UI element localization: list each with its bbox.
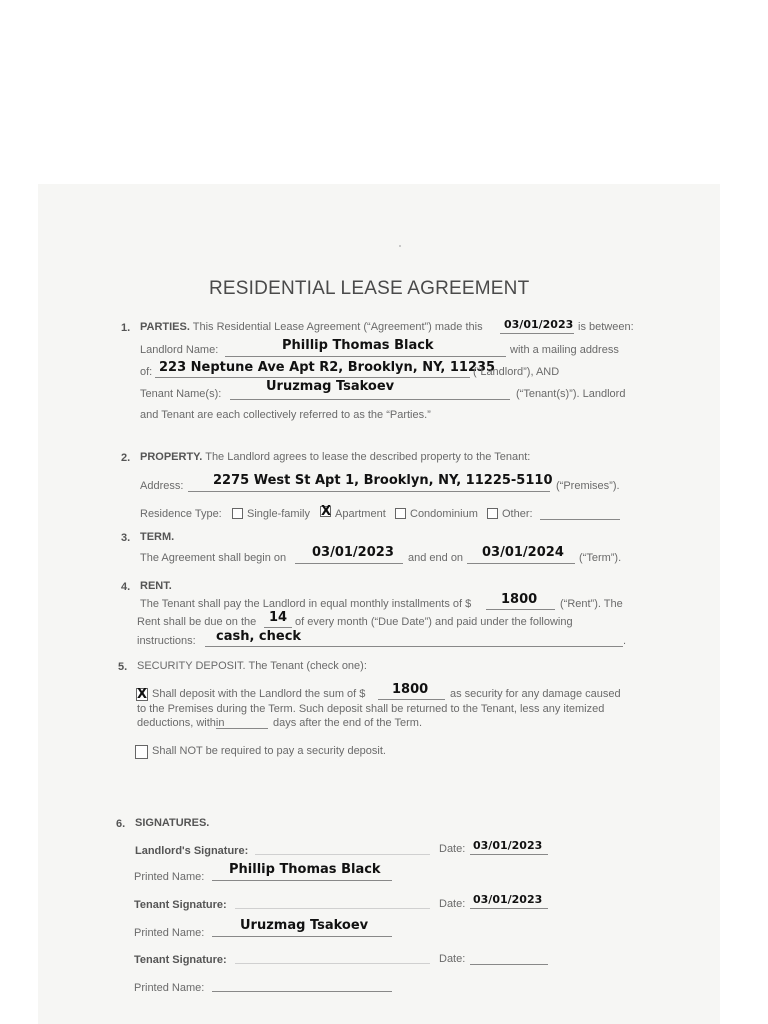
term-begin-text: The Agreement shall begin on <box>140 552 287 564</box>
rent-amount-field[interactable]: 1800 <box>501 592 538 607</box>
deposit-text-3a: deductions, within <box>137 717 225 729</box>
end-date-field[interactable]: 03/01/2024 <box>482 545 564 560</box>
landlord-address-field[interactable]: 223 Neptune Ave Apt R2, Brooklyn, NY, 11235 <box>159 360 496 375</box>
deposit-line-1 <box>137 660 367 672</box>
deposit-amount-line <box>378 699 445 700</box>
tenant-date-label: Date: <box>439 898 466 910</box>
landlord-address-line <box>155 377 470 378</box>
premises-text: (“Premises”). <box>556 480 620 492</box>
tenant-name-label: Tenant Name(s): <box>140 388 222 400</box>
deposit-heading-suffix: The Tenant (check one): <box>248 660 367 672</box>
apartment-check-mark: X <box>321 504 332 519</box>
property-address-line <box>188 491 550 492</box>
other-checkbox[interactable] <box>487 508 498 519</box>
tenant2-printed-label: Printed Name: <box>134 982 205 994</box>
deposit-heading: SECURITY DEPOSIT. <box>137 660 246 672</box>
tenant-date-line <box>470 908 548 909</box>
tenant-signature-label: Tenant Signature: <box>134 899 227 911</box>
landlord-date-line <box>470 854 548 855</box>
document-title: RESIDENTIAL LEASE AGREEMENT <box>209 278 530 299</box>
single-family-label: Single-family <box>247 508 310 520</box>
tenant2-date-label: Date: <box>439 953 466 965</box>
tenant-suffix-text: (“Tenant(s)”). Landlord <box>516 388 626 400</box>
landlord-signature-label: Landlord's Signature: <box>135 845 249 857</box>
address-label: Address: <box>140 480 184 492</box>
tenant2-signature-line[interactable] <box>235 963 430 964</box>
tenant2-signature-label: Tenant Signature: <box>134 954 227 966</box>
agreement-date-field[interactable]: 03/01/2023 <box>504 318 574 331</box>
term-heading: TERM. <box>140 531 175 543</box>
landlord-printed-label: Printed Name: <box>134 871 205 883</box>
agreement-date-line <box>500 333 574 334</box>
single-family-checkbox[interactable] <box>232 508 243 519</box>
property-address-field[interactable]: 2275 West St Apt 1, Brooklyn, NY, 11225-5110 <box>213 473 553 488</box>
deposit-amount-field[interactable]: 1800 <box>392 682 429 697</box>
deposit-text-3b: days after the end of the Term. <box>273 717 422 729</box>
rent-text-2-suffix: of every month (“Due Date”) and paid under the following <box>295 616 573 628</box>
condominium-label: Condominium <box>410 508 478 520</box>
landlord-name-line <box>225 356 506 357</box>
start-date-line <box>295 563 403 564</box>
mailing-address-text: with a mailing address <box>510 344 619 356</box>
of-label: of: <box>140 366 153 378</box>
rent-text-1-suffix: (“Rent”). The <box>560 598 623 610</box>
deposit-text-1: Shall deposit with the Landlord the sum of $ <box>152 688 366 700</box>
section-5-number: 5. <box>118 661 128 673</box>
tenant-name-field[interactable]: Uruzmag Tsakoev <box>266 379 395 394</box>
section-1-number: 1. <box>121 322 131 334</box>
parties-heading: PARTIES. <box>140 321 190 333</box>
landlord-date-field[interactable]: 03/01/2023 <box>473 839 543 852</box>
landlord-printed-field[interactable]: Phillip Thomas Black <box>229 862 381 877</box>
term-suffix-text: (“Term”). <box>579 552 622 564</box>
deposit-text-2: to the Premises during the Term. Such deposit shall be returned to the Tenant, less any itemized <box>137 703 605 715</box>
tenant-signature-line[interactable] <box>235 908 430 909</box>
instructions-line <box>205 646 623 647</box>
other-label: Other: <box>502 508 533 520</box>
other-line[interactable] <box>540 519 620 520</box>
section-6-number: 6. <box>116 818 126 830</box>
deposit-days-line[interactable] <box>216 728 268 729</box>
landlord-and-text: (“Landlord”), AND <box>473 366 560 378</box>
tenant2-printed-line[interactable] <box>212 991 392 992</box>
instructions-period: . <box>623 635 627 647</box>
deposit-text-1-suffix: as security for any damage caused <box>450 688 621 700</box>
section-4-number: 4. <box>121 581 131 593</box>
instructions-label: instructions: <box>137 635 196 647</box>
end-date-line <box>467 563 575 564</box>
start-date-field[interactable]: 03/01/2023 <box>312 545 394 560</box>
instructions-field[interactable]: cash, check <box>216 629 302 644</box>
landlord-date-label: Date: <box>439 843 466 855</box>
scan-speck <box>399 245 401 247</box>
landlord-printed-line <box>212 880 392 881</box>
apartment-label: Apartment <box>335 508 386 520</box>
parties-text-2: is between: <box>578 321 634 333</box>
term-end-text: and end on <box>408 552 464 564</box>
landlord-signature-line[interactable] <box>255 854 430 855</box>
tenant-date-field[interactable]: 03/01/2023 <box>473 893 543 906</box>
property-line-1 <box>140 451 530 463</box>
deposit-not-required-checkbox[interactable] <box>135 745 148 759</box>
condominium-checkbox[interactable] <box>395 508 406 519</box>
section-2-number: 2. <box>121 452 131 464</box>
tenant-name-line <box>230 399 510 400</box>
deposit-check-mark: X <box>137 687 148 702</box>
tenant-printed-field[interactable]: Uruzmag Tsakoev <box>240 918 369 933</box>
landlord-name-label: Landlord Name: <box>140 344 219 356</box>
tenant-printed-label: Printed Name: <box>134 927 205 939</box>
landlord-name-field[interactable]: Phillip Thomas Black <box>282 338 434 353</box>
tenant-printed-line <box>212 936 392 937</box>
residence-type-label: Residence Type: <box>140 508 222 520</box>
parties-line-1 <box>140 321 483 333</box>
property-text: The Landlord agrees to lease the described property to the Tenant: <box>205 451 531 463</box>
rent-heading: RENT. <box>140 580 172 592</box>
section-3-number: 3. <box>121 532 131 544</box>
rent-amount-line <box>486 609 555 610</box>
parties-text-1: This Residential Lease Agreement (“Agreement”) made this <box>192 321 483 333</box>
rent-text-2: Rent shall be due on the <box>137 616 257 628</box>
tenant2-date-line[interactable] <box>470 964 548 965</box>
due-day-line <box>264 627 292 628</box>
deposit-not-required-text: Shall NOT be required to pay a security deposit. <box>152 745 386 757</box>
due-day-field[interactable]: 14 <box>269 610 288 625</box>
parties-collective-text: and Tenant are each collectively referred to as the “Parties.” <box>140 409 431 421</box>
rent-text-1: The Tenant shall pay the Landlord in equal monthly installments of $ <box>140 598 472 610</box>
signatures-heading: SIGNATURES. <box>135 817 210 829</box>
property-heading: PROPERTY. <box>140 451 203 463</box>
